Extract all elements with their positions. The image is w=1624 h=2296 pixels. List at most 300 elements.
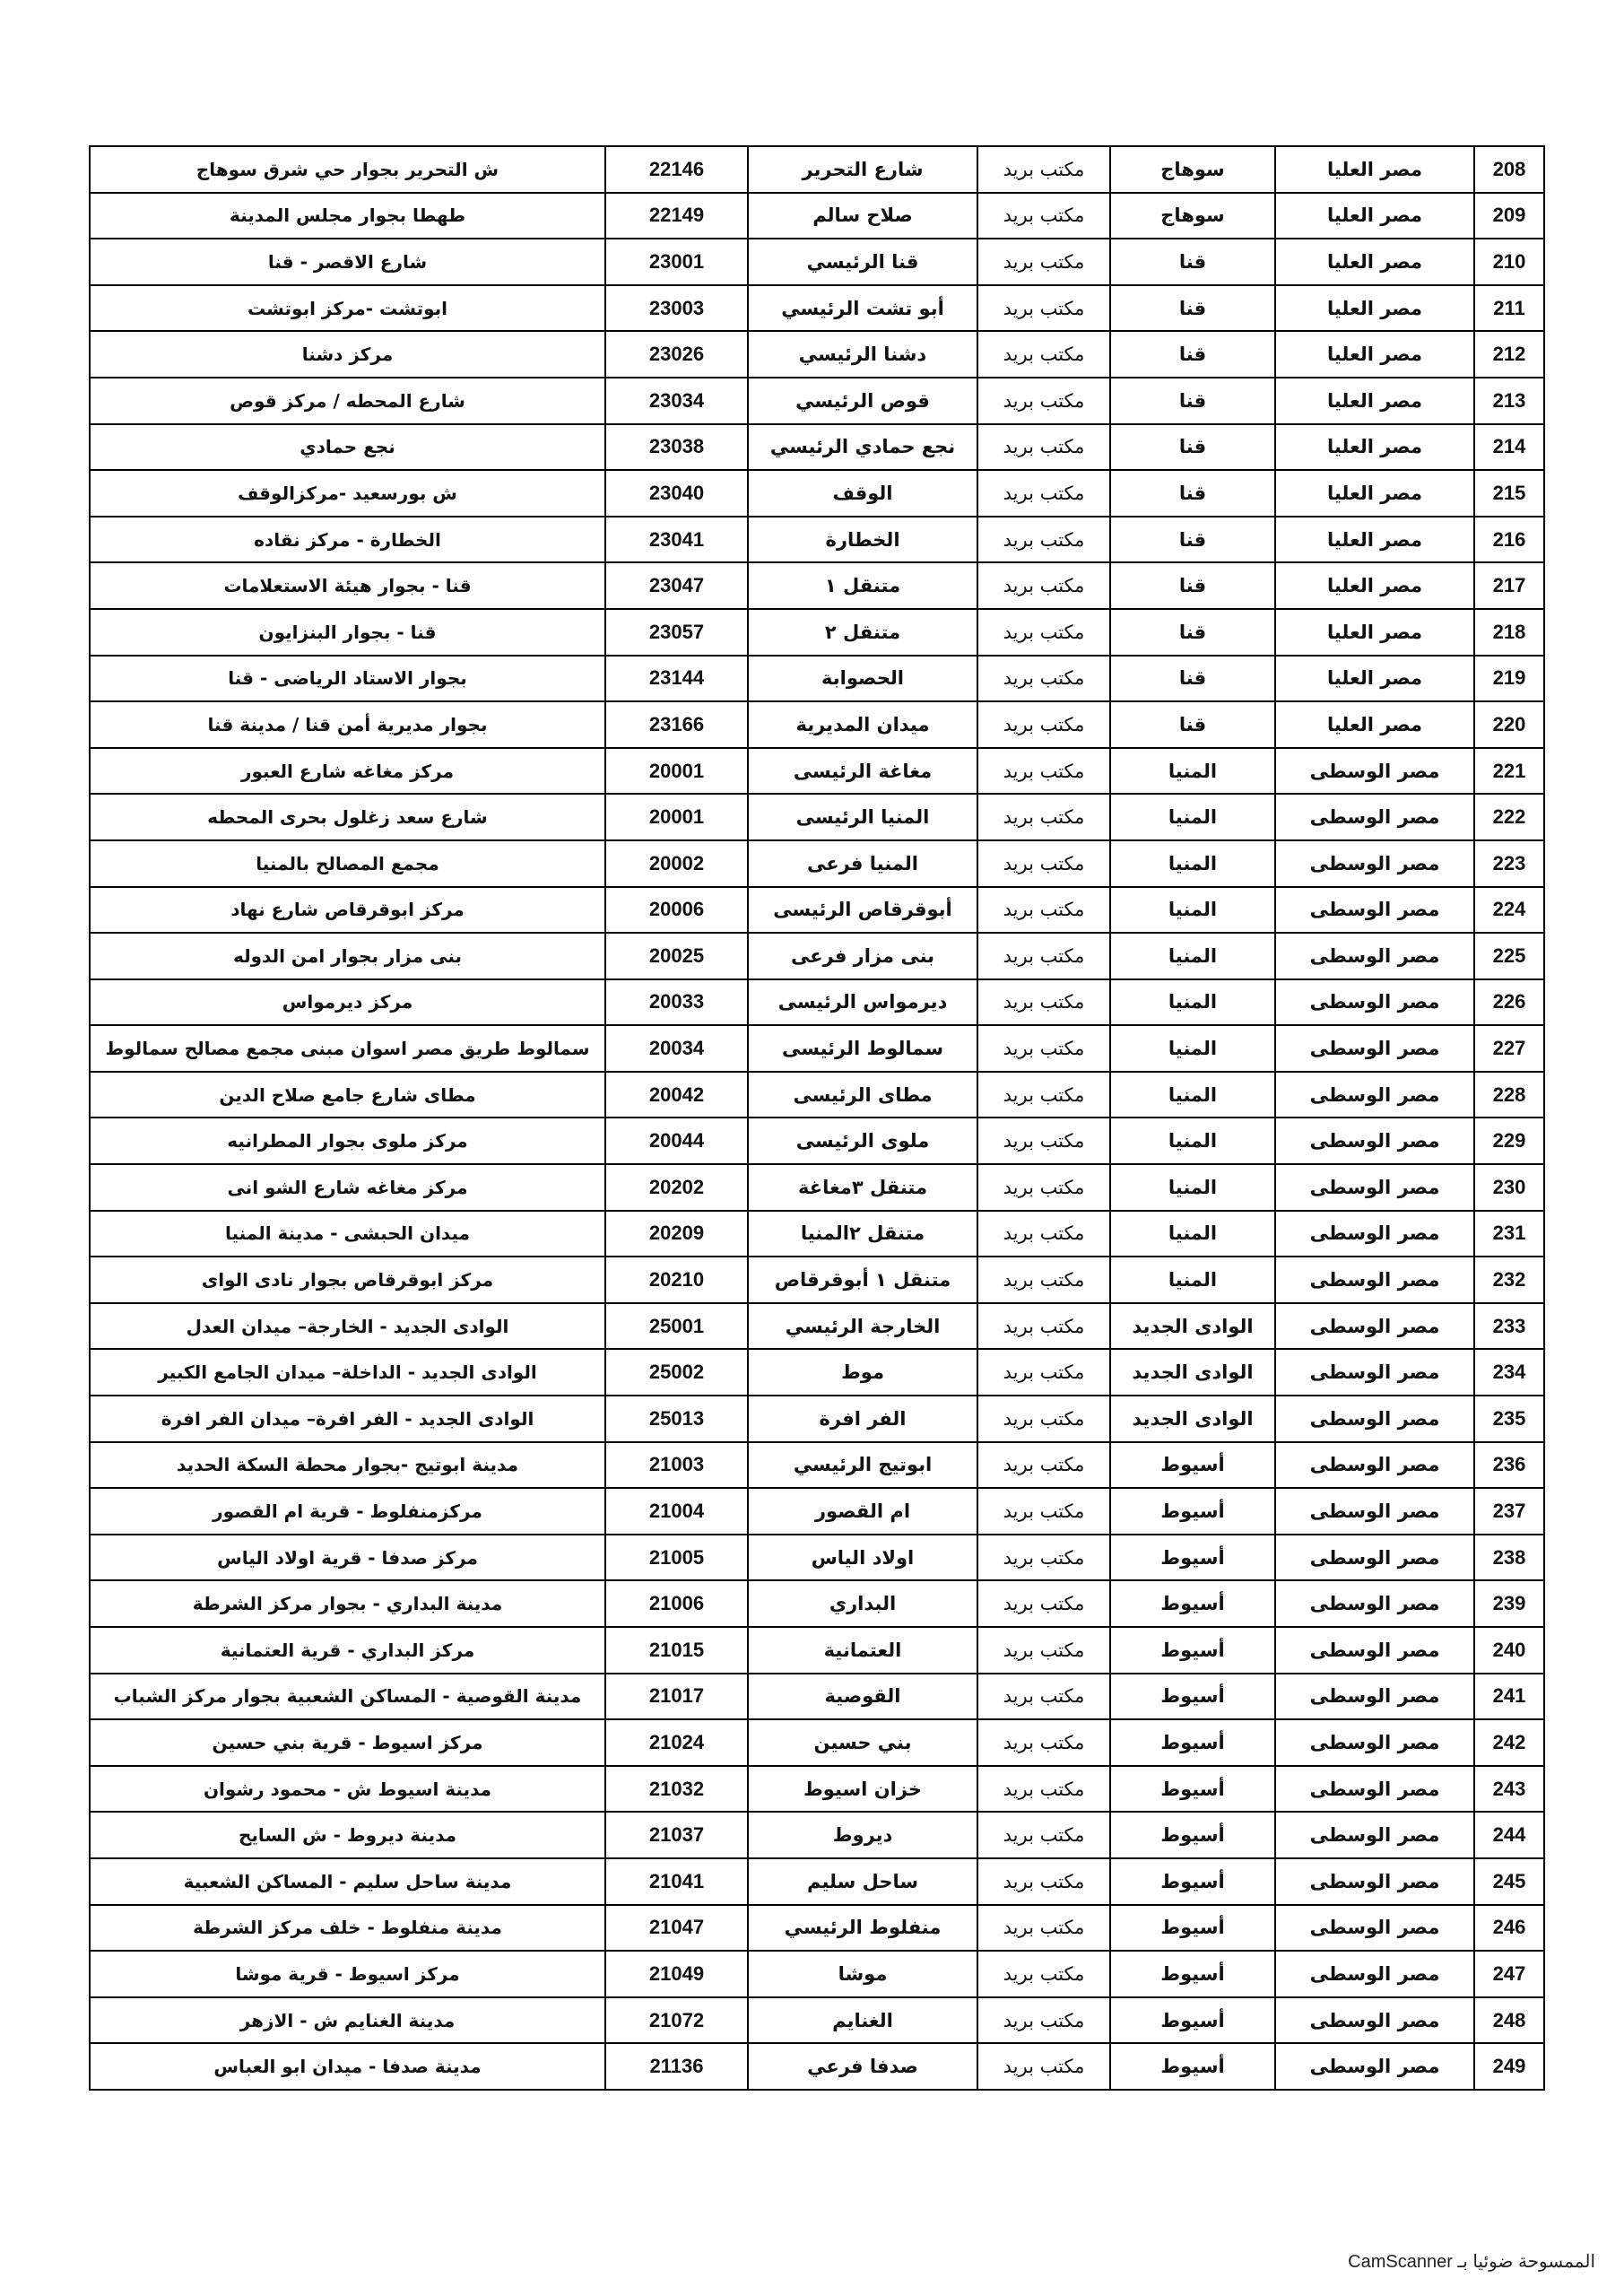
table-row	[90, 1997, 1544, 2044]
row-number-cell: 227	[1474, 1025, 1544, 1072]
table-row	[90, 1627, 1544, 1674]
address-cell: مركز ملوى بجوار المطرانيه	[90, 1118, 605, 1164]
post-offices-table-container	[89, 145, 1543, 2091]
table-row	[90, 1164, 1544, 1211]
table-row	[90, 979, 1544, 1026]
postal-code-cell: 25001	[605, 1303, 748, 1350]
office-type-cell: مكتب بريد	[977, 1164, 1110, 1211]
table-row	[90, 239, 1544, 285]
governorate-cell: قنا	[1110, 470, 1275, 517]
office-name-cell: ام القصور	[748, 1488, 977, 1535]
office-type-cell: مكتب بريد	[977, 239, 1110, 285]
region-cell: مصر الوسطى	[1275, 1905, 1474, 1952]
office-type-cell: مكتب بريد	[977, 609, 1110, 656]
postal-code-cell: 20034	[605, 1025, 748, 1072]
row-number-cell: 217	[1474, 562, 1544, 609]
address-cell: بنى مزار بجوار امن الدوله	[90, 933, 605, 979]
office-type-cell: مكتب بريد	[977, 1118, 1110, 1164]
governorate-cell: أسيوط	[1110, 2043, 1275, 2090]
row-number-cell: 214	[1474, 424, 1544, 471]
row-number-cell: 235	[1474, 1396, 1544, 1442]
address-cell: ابوتشت -مركز ابوتشت	[90, 285, 605, 332]
region-cell: مصر الوسطى	[1275, 1674, 1474, 1720]
address-cell: مجمع المصالح بالمنيا	[90, 840, 605, 887]
office-type-cell: مكتب بريد	[977, 748, 1110, 795]
row-number-cell: 232	[1474, 1257, 1544, 1303]
office-name-cell: الوقف	[748, 470, 977, 517]
region-cell: مصر الوسطى	[1275, 1257, 1474, 1303]
region-cell: مصر الوسطى	[1275, 1025, 1474, 1072]
postal-code-cell: 22146	[605, 146, 748, 193]
address-cell: مدينة صدفا - ميدان ابو العباس	[90, 2043, 605, 2090]
office-type-cell: مكتب بريد	[977, 1488, 1110, 1535]
table-row	[90, 331, 1544, 378]
postal-code-cell: 23144	[605, 656, 748, 702]
row-number-cell: 238	[1474, 1535, 1544, 1581]
region-cell: مصر العليا	[1275, 239, 1474, 285]
region-cell: مصر الوسطى	[1275, 1442, 1474, 1489]
office-type-cell: مكتب بريد	[977, 1535, 1110, 1581]
scanner-watermark: الممسوحة ضوئيا بـ CamScanner	[1348, 2252, 1595, 2272]
address-cell: مركز ابوقرقاص شارع نهاد	[90, 887, 605, 934]
postal-code-cell: 21006	[605, 1580, 748, 1627]
row-number-cell: 230	[1474, 1164, 1544, 1211]
postal-code-cell: 21032	[605, 1766, 748, 1813]
table-row	[90, 794, 1544, 840]
row-number-cell: 248	[1474, 1997, 1544, 2044]
row-number-cell: 225	[1474, 933, 1544, 979]
row-number-cell: 212	[1474, 331, 1544, 378]
address-cell: مدينة ابوتيج -بجوار محطة السكة الحديد	[90, 1442, 605, 1489]
office-name-cell: بني حسين	[748, 1719, 977, 1766]
table-body	[90, 146, 1544, 2090]
postal-code-cell: 20210	[605, 1257, 748, 1303]
row-number-cell: 247	[1474, 1951, 1544, 1997]
office-name-cell: متنقل ٣مغاغة	[748, 1164, 977, 1211]
office-name-cell: البداري	[748, 1580, 977, 1627]
address-cell: مركز البداري - قرية العتمانية	[90, 1627, 605, 1674]
address-cell: مركز صدفا - قرية اولاد الياس	[90, 1535, 605, 1581]
office-type-cell: مكتب بريد	[977, 1025, 1110, 1072]
office-name-cell: العتمانية	[748, 1627, 977, 1674]
postal-code-cell: 23038	[605, 424, 748, 471]
table-row	[90, 146, 1544, 193]
address-cell: مدينة الغنايم ش - الازهر	[90, 1997, 605, 2044]
office-name-cell: القوصية	[748, 1674, 977, 1720]
office-type-cell: مكتب بريد	[977, 1349, 1110, 1396]
governorate-cell: أسيوط	[1110, 1535, 1275, 1581]
address-cell: مدينة القوصية - المساكن الشعبية بجوار مركز الشباب	[90, 1674, 605, 1720]
postal-code-cell: 23047	[605, 562, 748, 609]
postal-code-cell: 20044	[605, 1118, 748, 1164]
row-number-cell: 209	[1474, 193, 1544, 239]
region-cell: مصر العليا	[1275, 609, 1474, 656]
office-name-cell: منفلوط الرئيسي	[748, 1905, 977, 1952]
postal-code-cell: 20001	[605, 794, 748, 840]
office-type-cell: مكتب بريد	[977, 1719, 1110, 1766]
office-name-cell: صلاح سالم	[748, 193, 977, 239]
office-name-cell: شارع التحرير	[748, 146, 977, 193]
governorate-cell: سوهاج	[1110, 146, 1275, 193]
office-name-cell: صدفا فرعي	[748, 2043, 977, 2090]
governorate-cell: أسيوط	[1110, 1766, 1275, 1813]
office-name-cell: أبو تشت الرئيسي	[748, 285, 977, 332]
row-number-cell: 224	[1474, 887, 1544, 934]
governorate-cell: سوهاج	[1110, 193, 1275, 239]
office-name-cell: قوص الرئيسي	[748, 378, 977, 424]
address-cell: مركز ديرمواس	[90, 979, 605, 1026]
region-cell: مصر الوسطى	[1275, 1812, 1474, 1858]
row-number-cell: 222	[1474, 794, 1544, 840]
postal-code-cell: 21003	[605, 1442, 748, 1489]
governorate-cell: أسيوط	[1110, 1858, 1275, 1905]
office-type-cell: مكتب بريد	[977, 1580, 1110, 1627]
office-name-cell: ديرمواس الرئيسى	[748, 979, 977, 1026]
postal-code-cell: 21047	[605, 1905, 748, 1952]
row-number-cell: 233	[1474, 1303, 1544, 1350]
governorate-cell: قنا	[1110, 609, 1275, 656]
table-row	[90, 1905, 1544, 1952]
region-cell: مصر الوسطى	[1275, 1997, 1474, 2044]
office-name-cell: موط	[748, 1349, 977, 1396]
row-number-cell: 218	[1474, 609, 1544, 656]
postal-code-cell: 21041	[605, 1858, 748, 1905]
postal-code-cell: 23026	[605, 331, 748, 378]
governorate-cell: قنا	[1110, 378, 1275, 424]
postal-code-cell: 21005	[605, 1535, 748, 1581]
governorate-cell: قنا	[1110, 656, 1275, 702]
office-name-cell: موشا	[748, 1951, 977, 1997]
office-type-cell: مكتب بريد	[977, 1627, 1110, 1674]
address-cell: ميدان الحبشى - مدينة المنيا	[90, 1211, 605, 1257]
row-number-cell: 240	[1474, 1627, 1544, 1674]
table-row	[90, 1580, 1544, 1627]
office-type-cell: مكتب بريد	[977, 424, 1110, 471]
office-type-cell: مكتب بريد	[977, 1858, 1110, 1905]
region-cell: مصر العليا	[1275, 146, 1474, 193]
office-type-cell: مكتب بريد	[977, 1442, 1110, 1489]
governorate-cell: أسيوط	[1110, 1580, 1275, 1627]
governorate-cell: الوادى الجديد	[1110, 1396, 1275, 1442]
region-cell: مصر العليا	[1275, 285, 1474, 332]
office-name-cell: ساحل سليم	[748, 1858, 977, 1905]
row-number-cell: 244	[1474, 1812, 1544, 1858]
table-row	[90, 1072, 1544, 1118]
row-number-cell: 241	[1474, 1674, 1544, 1720]
governorate-cell: أسيوط	[1110, 1488, 1275, 1535]
row-number-cell: 245	[1474, 1858, 1544, 1905]
office-name-cell: متنقل ١ أبوقرقاص	[748, 1257, 977, 1303]
table-row	[90, 656, 1544, 702]
office-name-cell: الغنايم	[748, 1997, 977, 2044]
table-row	[90, 378, 1544, 424]
office-type-cell: مكتب بريد	[977, 517, 1110, 563]
row-number-cell: 228	[1474, 1072, 1544, 1118]
table-row	[90, 562, 1544, 609]
row-number-cell: 249	[1474, 2043, 1544, 2090]
table-row	[90, 1951, 1544, 1997]
address-cell: شارع سعد زغلول بحرى المحطه	[90, 794, 605, 840]
governorate-cell: المنيا	[1110, 840, 1275, 887]
region-cell: مصر الوسطى	[1275, 1580, 1474, 1627]
governorate-cell: المنيا	[1110, 748, 1275, 795]
postal-code-cell: 23057	[605, 609, 748, 656]
governorate-cell: الوادى الجديد	[1110, 1303, 1275, 1350]
office-name-cell: المنيا الرئيسى	[748, 794, 977, 840]
office-type-cell: مكتب بريد	[977, 1951, 1110, 1997]
table-row	[90, 1118, 1544, 1164]
office-name-cell: ملوى الرئيسى	[748, 1118, 977, 1164]
governorate-cell: قنا	[1110, 701, 1275, 748]
row-number-cell: 210	[1474, 239, 1544, 285]
office-name-cell: أبوقرقاص الرئيسى	[748, 887, 977, 934]
table-row	[90, 285, 1544, 332]
governorate-cell: المنيا	[1110, 933, 1275, 979]
region-cell: مصر العليا	[1275, 562, 1474, 609]
postal-code-cell: 23166	[605, 701, 748, 748]
postal-code-cell: 21015	[605, 1627, 748, 1674]
governorate-cell: المنيا	[1110, 1118, 1275, 1164]
governorate-cell: أسيوط	[1110, 1812, 1275, 1858]
postal-code-cell: 20006	[605, 887, 748, 934]
table-row	[90, 1442, 1544, 1489]
address-cell: شارع المحطه / مركز قوص	[90, 378, 605, 424]
governorate-cell: المنيا	[1110, 1025, 1275, 1072]
table-row	[90, 1488, 1544, 1535]
office-name-cell: مطاى الرئيسى	[748, 1072, 977, 1118]
postal-code-cell: 23003	[605, 285, 748, 332]
table-row	[90, 840, 1544, 887]
governorate-cell: المنيا	[1110, 1164, 1275, 1211]
governorate-cell: أسيوط	[1110, 1719, 1275, 1766]
office-name-cell: الفر افرة	[748, 1396, 977, 1442]
postal-code-cell: 20025	[605, 933, 748, 979]
postal-code-cell: 21049	[605, 1951, 748, 1997]
address-cell: مدينة ساحل سليم - المساكن الشعبية	[90, 1858, 605, 1905]
office-name-cell: بنى مزار فرعى	[748, 933, 977, 979]
office-name-cell: سمالوط الرئيسى	[748, 1025, 977, 1072]
office-type-cell: مكتب بريد	[977, 146, 1110, 193]
governorate-cell: المنيا	[1110, 794, 1275, 840]
row-number-cell: 231	[1474, 1211, 1544, 1257]
table-row	[90, 2043, 1544, 2090]
office-type-cell: مكتب بريد	[977, 1905, 1110, 1952]
region-cell: مصر العليا	[1275, 470, 1474, 517]
row-number-cell: 239	[1474, 1580, 1544, 1627]
postal-code-cell: 23034	[605, 378, 748, 424]
region-cell: مصر الوسطى	[1275, 887, 1474, 934]
address-cell: نجع حمادي	[90, 424, 605, 471]
governorate-cell: المنيا	[1110, 979, 1275, 1026]
row-number-cell: 219	[1474, 656, 1544, 702]
row-number-cell: 220	[1474, 701, 1544, 748]
region-cell: مصر الوسطى	[1275, 933, 1474, 979]
region-cell: مصر الوسطى	[1275, 1396, 1474, 1442]
row-number-cell: 223	[1474, 840, 1544, 887]
table-row	[90, 933, 1544, 979]
office-name-cell: ديروط	[748, 1812, 977, 1858]
region-cell: مصر الوسطى	[1275, 794, 1474, 840]
address-cell: بجوار مديرية أمن قنا / مدينة قنا	[90, 701, 605, 748]
table-row	[90, 1535, 1544, 1581]
office-name-cell: ابوتيج الرئيسي	[748, 1442, 977, 1489]
office-type-cell: مكتب بريد	[977, 1211, 1110, 1257]
region-cell: مصر الوسطى	[1275, 1535, 1474, 1581]
office-name-cell: متنقل ٢	[748, 609, 977, 656]
postal-code-cell: 21017	[605, 1674, 748, 1720]
region-cell: مصر العليا	[1275, 517, 1474, 563]
office-type-cell: مكتب بريد	[977, 193, 1110, 239]
region-cell: مصر العليا	[1275, 701, 1474, 748]
governorate-cell: المنيا	[1110, 1211, 1275, 1257]
table-row	[90, 748, 1544, 795]
office-name-cell: متنقل ١	[748, 562, 977, 609]
address-cell: شارع الاقصر - قنا	[90, 239, 605, 285]
office-name-cell: نجع حمادي الرئيسي	[748, 424, 977, 471]
governorate-cell: قنا	[1110, 424, 1275, 471]
governorate-cell: قنا	[1110, 285, 1275, 332]
address-cell: مركز ابوقرقاص بجوار نادى الواى	[90, 1257, 605, 1303]
postal-code-cell: 23001	[605, 239, 748, 285]
region-cell: مصر الوسطى	[1275, 1719, 1474, 1766]
region-cell: مصر الوسطى	[1275, 1349, 1474, 1396]
office-name-cell: مغاغة الرئيسى	[748, 748, 977, 795]
postal-code-cell: 25013	[605, 1396, 748, 1442]
row-number-cell: 208	[1474, 146, 1544, 193]
postal-code-cell: 21136	[605, 2043, 748, 2090]
postal-code-cell: 25002	[605, 1349, 748, 1396]
address-cell: الوادى الجديد - الخارجة– ميدان العدل	[90, 1303, 605, 1350]
governorate-cell: أسيوط	[1110, 1951, 1275, 1997]
office-name-cell: الخطارة	[748, 517, 977, 563]
row-number-cell: 246	[1474, 1905, 1544, 1952]
region-cell: مصر الوسطى	[1275, 1118, 1474, 1164]
office-type-cell: مكتب بريد	[977, 701, 1110, 748]
office-name-cell: دشنا الرئيسي	[748, 331, 977, 378]
postal-code-cell: 23040	[605, 470, 748, 517]
table-row	[90, 1303, 1544, 1350]
office-type-cell: مكتب بريد	[977, 1303, 1110, 1350]
row-number-cell: 213	[1474, 378, 1544, 424]
office-type-cell: مكتب بريد	[977, 470, 1110, 517]
table-row	[90, 1211, 1544, 1257]
governorate-cell: قنا	[1110, 562, 1275, 609]
region-cell: مصر العليا	[1275, 378, 1474, 424]
region-cell: مصر الوسطى	[1275, 1488, 1474, 1535]
region-cell: مصر الوسطى	[1275, 1211, 1474, 1257]
row-number-cell: 236	[1474, 1442, 1544, 1489]
office-name-cell: متنقل ٢المنيا	[748, 1211, 977, 1257]
table-row	[90, 1858, 1544, 1905]
region-cell: مصر الوسطى	[1275, 1303, 1474, 1350]
postal-code-cell: 21037	[605, 1812, 748, 1858]
row-number-cell: 215	[1474, 470, 1544, 517]
address-cell: مركز مغاغه شارع العبور	[90, 748, 605, 795]
region-cell: مصر الوسطى	[1275, 979, 1474, 1026]
governorate-cell: أسيوط	[1110, 1442, 1275, 1489]
table-row	[90, 517, 1544, 563]
address-cell: مركز اسيوط - قرية موشا	[90, 1951, 605, 1997]
row-number-cell: 226	[1474, 979, 1544, 1026]
region-cell: مصر الوسطى	[1275, 1627, 1474, 1674]
table-row	[90, 609, 1544, 656]
address-cell: طهطا بجوار مجلس المدينة	[90, 193, 605, 239]
row-number-cell: 243	[1474, 1766, 1544, 1813]
postal-code-cell: 20001	[605, 748, 748, 795]
table-row	[90, 1025, 1544, 1072]
office-name-cell: الخارجة الرئيسي	[748, 1303, 977, 1350]
address-cell: الوادى الجديد - الداخلة– ميدان الجامع الكبير	[90, 1349, 605, 1396]
region-cell: مصر الوسطى	[1275, 1164, 1474, 1211]
office-type-cell: مكتب بريد	[977, 1257, 1110, 1303]
postal-code-cell: 21072	[605, 1997, 748, 2044]
row-number-cell: 211	[1474, 285, 1544, 332]
governorate-cell: الوادى الجديد	[1110, 1349, 1275, 1396]
table-row	[90, 1719, 1544, 1766]
postal-code-cell: 20202	[605, 1164, 748, 1211]
address-cell: سمالوط طريق مصر اسوان مبنى مجمع مصالح سمالوط	[90, 1025, 605, 1072]
governorate-cell: قنا	[1110, 517, 1275, 563]
address-cell: ش بورسعيد -مركزالوقف	[90, 470, 605, 517]
office-type-cell: مكتب بريد	[977, 331, 1110, 378]
office-type-cell: مكتب بريد	[977, 378, 1110, 424]
region-cell: مصر العليا	[1275, 331, 1474, 378]
address-cell: الخطارة - مركز نقاده	[90, 517, 605, 563]
table-row	[90, 193, 1544, 239]
region-cell: مصر العليا	[1275, 424, 1474, 471]
address-cell: بجوار الاستاد الرياضى - قنا	[90, 656, 605, 702]
governorate-cell: المنيا	[1110, 887, 1275, 934]
row-number-cell: 221	[1474, 748, 1544, 795]
table-row	[90, 701, 1544, 748]
row-number-cell: 237	[1474, 1488, 1544, 1535]
governorate-cell: المنيا	[1110, 1072, 1275, 1118]
governorate-cell: المنيا	[1110, 1257, 1275, 1303]
region-cell: مصر الوسطى	[1275, 2043, 1474, 2090]
postal-code-cell: 20209	[605, 1211, 748, 1257]
governorate-cell: قنا	[1110, 331, 1275, 378]
postal-code-cell: 23041	[605, 517, 748, 563]
office-name-cell: خزان اسيوط	[748, 1766, 977, 1813]
office-name-cell: ميدان المديرية	[748, 701, 977, 748]
address-cell: مركز دشنا	[90, 331, 605, 378]
office-name-cell: المنيا فرعى	[748, 840, 977, 887]
table-row	[90, 1766, 1544, 1813]
row-number-cell: 242	[1474, 1719, 1544, 1766]
address-cell: ش التحرير بجوار حي شرق سوهاج	[90, 146, 605, 193]
table-row	[90, 887, 1544, 934]
address-cell: مدينة البداري - بجوار مركز الشرطة	[90, 1580, 605, 1627]
region-cell: مصر الوسطى	[1275, 1858, 1474, 1905]
region-cell: مصر الوسطى	[1275, 1951, 1474, 1997]
postal-code-cell: 20033	[605, 979, 748, 1026]
postal-code-cell: 22149	[605, 193, 748, 239]
table-row	[90, 424, 1544, 471]
office-type-cell: مكتب بريد	[977, 1674, 1110, 1720]
office-name-cell: قنا الرئيسي	[748, 239, 977, 285]
governorate-cell: أسيوط	[1110, 1997, 1275, 2044]
office-type-cell: مكتب بريد	[977, 656, 1110, 702]
region-cell: مصر الوسطى	[1275, 748, 1474, 795]
table-row	[90, 1349, 1544, 1396]
office-type-cell: مكتب بريد	[977, 2043, 1110, 2090]
address-cell: الوادى الجديد - الفر افرة– ميدان الفر افرة	[90, 1396, 605, 1442]
office-type-cell: مكتب بريد	[977, 979, 1110, 1026]
table-row	[90, 1674, 1544, 1720]
office-type-cell: مكتب بريد	[977, 562, 1110, 609]
postal-code-cell: 21024	[605, 1719, 748, 1766]
office-name-cell: اولاد الياس	[748, 1535, 977, 1581]
